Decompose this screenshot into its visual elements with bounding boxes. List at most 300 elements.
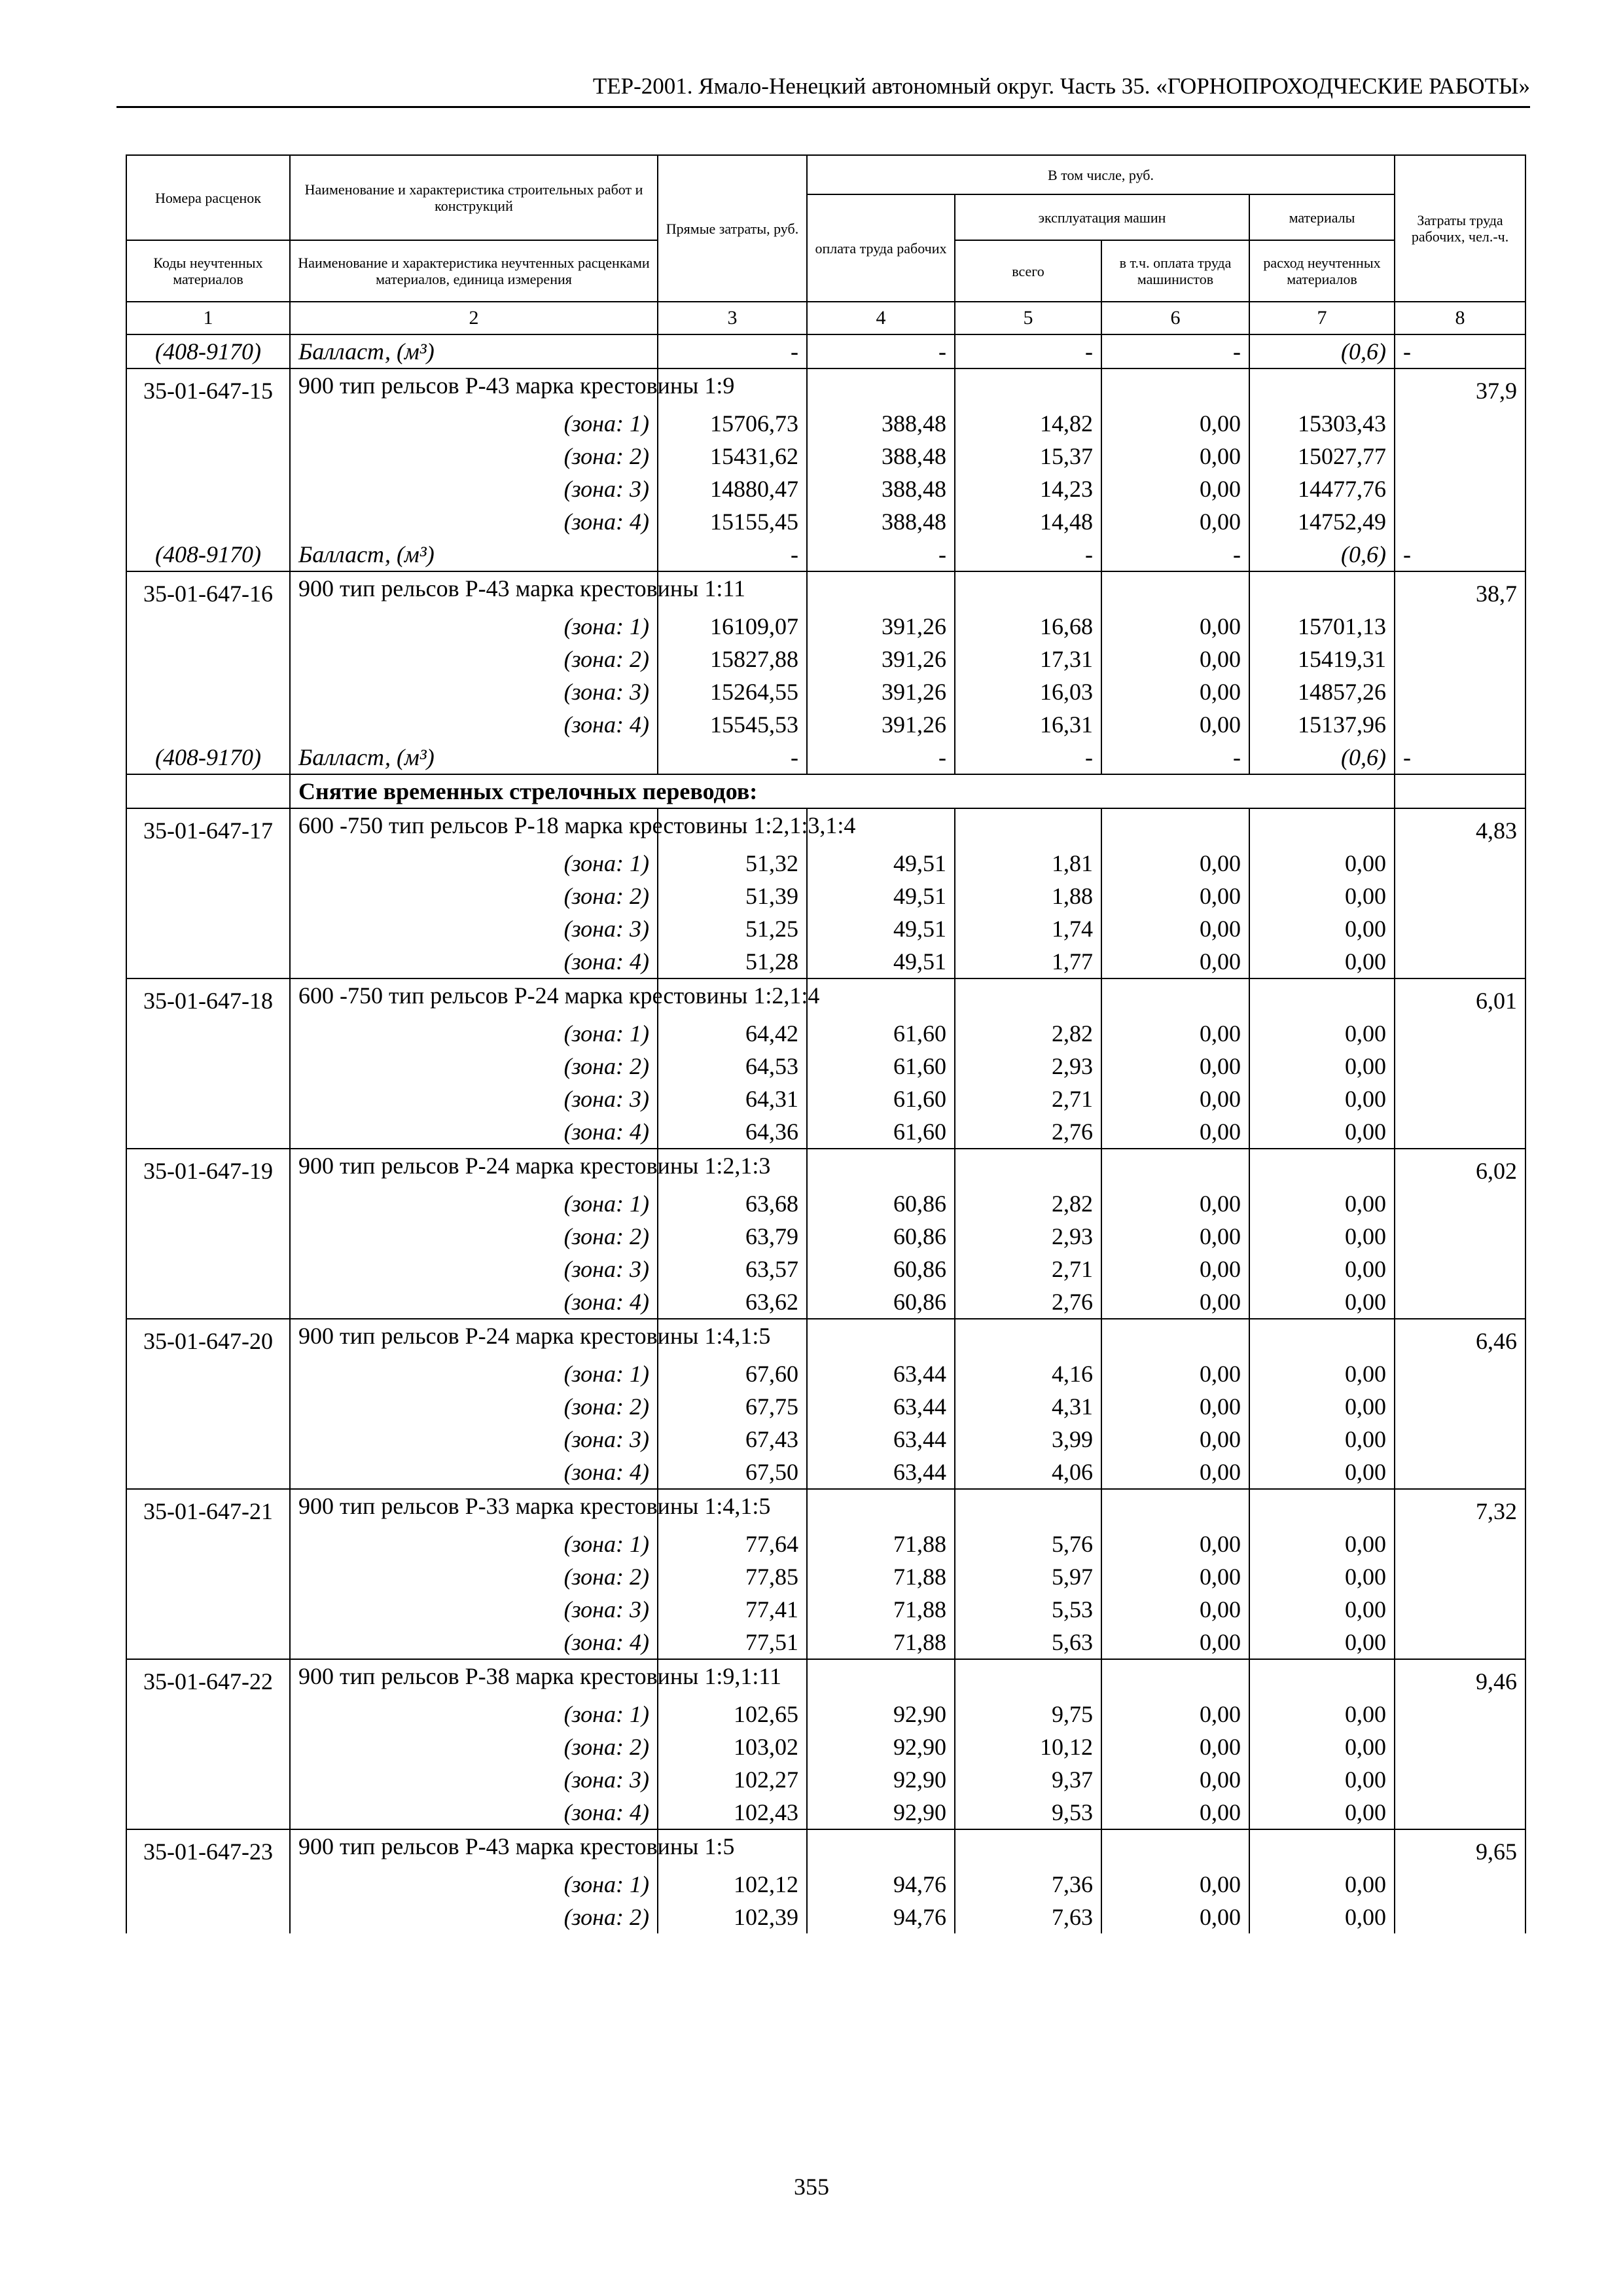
cell-labor: 6,02 [1395,1149,1525,1187]
cell-materials: 0,00 [1249,1187,1395,1220]
cell-empty [1395,1528,1525,1560]
cell-empty [955,1489,1101,1528]
cell-machines: 4,06 [955,1456,1101,1489]
cell-labor: 9,65 [1395,1829,1525,1868]
cell-direct: 67,43 [658,1423,807,1456]
cell-wages: 391,26 [807,643,955,675]
column-number: 4 [807,302,955,334]
cell-machines: 4,16 [955,1357,1101,1390]
cell-wages: 71,88 [807,1626,955,1659]
cell-materials: 0,00 [1249,1050,1395,1083]
cell-empty [1249,1659,1395,1698]
cell-machinist: - [1101,538,1249,571]
table-body [126,302,1525,1933]
ballast-row [126,741,1525,774]
rate-row [126,1319,1525,1357]
cell-materials: 14857,26 [1249,675,1395,708]
cell-empty [126,473,290,505]
material-name: Балласт, (м³) [290,538,658,571]
cell-materials: 15303,43 [1249,407,1395,440]
rate-row [126,978,1525,1017]
cell-direct: 77,41 [658,1593,807,1626]
cell-materials: 0,00 [1249,912,1395,945]
column-number: 8 [1395,302,1525,334]
cell-wages: 388,48 [807,440,955,473]
cell-empty [126,1698,290,1731]
rate-code: 35-01-647-23 [126,1829,290,1868]
header-work-name: Наименование и характеристика строительных работ и конструкций [290,155,658,240]
cell-machines: 1,77 [955,945,1101,978]
cell-empty [1101,571,1249,610]
cell-machines: 16,68 [955,610,1101,643]
cell-empty [1395,1868,1525,1901]
zone-label: (зона: 3) [290,1763,658,1796]
cell-machinist: 0,00 [1101,708,1249,741]
cell-empty [126,912,290,945]
cell-empty [1101,368,1249,407]
cell-direct: - [658,538,807,571]
cell-empty [955,571,1101,610]
zone-row [126,505,1525,538]
cell-materials: 0,00 [1249,1456,1395,1489]
cell-wages: 60,86 [807,1253,955,1285]
cell-machines: 2,76 [955,1285,1101,1319]
cell-empty [1249,571,1395,610]
cell-machines: - [955,334,1101,368]
zone-label: (зона: 1) [290,1528,658,1560]
zone-row [126,473,1525,505]
cell-machines: 1,88 [955,880,1101,912]
cell-machinist: 0,00 [1101,407,1249,440]
cell-direct: 64,42 [658,1017,807,1050]
column-number: 1 [126,302,290,334]
cell-wages: 391,26 [807,610,955,643]
cell-wages: 63,44 [807,1423,955,1456]
cell-wages: 63,44 [807,1357,955,1390]
cell-empty [126,407,290,440]
cell-empty [126,1796,290,1829]
cell-wages: 388,48 [807,473,955,505]
cell-empty [807,571,955,610]
cell-direct: 15545,53 [658,708,807,741]
cell-machinist: 0,00 [1101,473,1249,505]
cell-direct: 102,43 [658,1796,807,1829]
cell-empty [1101,808,1249,847]
cell-wages: 49,51 [807,945,955,978]
cell-empty [1395,407,1525,440]
zone-row [126,1901,1525,1933]
cell-wages: 60,86 [807,1285,955,1319]
cell-machinist: 0,00 [1101,1528,1249,1560]
cell-empty [126,774,290,808]
cell-machines: 2,82 [955,1187,1101,1220]
cell-empty [1395,912,1525,945]
cell-empty [126,610,290,643]
cell-wages: 391,26 [807,708,955,741]
zone-label: (зона: 1) [290,610,658,643]
cell-wages: 92,90 [807,1763,955,1796]
cell-materials: 0,00 [1249,945,1395,978]
cell-materials: 0,00 [1249,1560,1395,1593]
zone-label: (зона: 2) [290,1731,658,1763]
cell-materials: 0,00 [1249,1731,1395,1763]
header-group-including: В том числе, руб. [807,155,1395,194]
cell-labor: 37,9 [1395,368,1525,407]
cell-empty [1395,643,1525,675]
rate-code: 35-01-647-19 [126,1149,290,1187]
zone-label: (зона: 2) [290,643,658,675]
cell-empty [1395,1017,1525,1050]
cell-direct: 67,75 [658,1390,807,1423]
cell-wages: 391,26 [807,675,955,708]
zone-label: (зона: 4) [290,505,658,538]
cell-machines: 9,53 [955,1796,1101,1829]
cell-empty [1395,774,1525,808]
zone-label: (зона: 1) [290,1187,658,1220]
material-code: (408-9170) [126,334,290,368]
cell-direct: 15706,73 [658,407,807,440]
cell-machines: 15,37 [955,440,1101,473]
cell-empty [1395,610,1525,643]
cell-empty [126,1528,290,1560]
section-row [126,774,1525,808]
page-number: 355 [794,2174,829,2200]
cell-empty [126,1187,290,1220]
cell-materials: 0,00 [1249,1796,1395,1829]
cell-empty [1395,1390,1525,1423]
zone-label: (зона: 3) [290,1253,658,1285]
column-number: 2 [290,302,658,334]
cell-empty [1395,1220,1525,1253]
cell-wages: 49,51 [807,912,955,945]
cell-empty [126,1868,290,1901]
cell-machines: 2,82 [955,1017,1101,1050]
rate-name: 900 тип рельсов Р-43 марка крестовины 1:9 [290,368,658,407]
zone-label: (зона: 4) [290,1456,658,1489]
cell-materials: 0,00 [1249,1626,1395,1659]
zone-label: (зона: 3) [290,912,658,945]
cell-materials: 0,00 [1249,1698,1395,1731]
cell-empty [126,1423,290,1456]
zone-row [126,1626,1525,1659]
cell-materials: 0,00 [1249,1253,1395,1285]
cell-machinist: 0,00 [1101,1115,1249,1149]
cell-direct: 63,62 [658,1285,807,1319]
cell-wages: 61,60 [807,1050,955,1083]
zone-label: (зона: 4) [290,1285,658,1319]
cell-empty [126,1253,290,1285]
cell-direct: 63,57 [658,1253,807,1285]
zone-row [126,945,1525,978]
rate-row [126,1489,1525,1528]
cell-empty [126,1731,290,1763]
cell-machines: 2,93 [955,1220,1101,1253]
zone-row [126,1187,1525,1220]
cell-direct: 67,60 [658,1357,807,1390]
material-name: Балласт, (м³) [290,334,658,368]
rate-code: 35-01-647-18 [126,978,290,1017]
zone-label: (зона: 1) [290,847,658,880]
rate-code: 35-01-647-16 [126,571,290,610]
cell-machinist: 0,00 [1101,1593,1249,1626]
cell-empty [1395,945,1525,978]
cell-empty [126,505,290,538]
cell-empty [1101,1149,1249,1187]
header-group-machines: эксплуатация машин [955,194,1249,240]
cell-empty [807,1489,955,1528]
cell-empty [955,808,1101,847]
cell-empty [1395,440,1525,473]
cell-empty [1395,1050,1525,1083]
cell-machinist: 0,00 [1101,1187,1249,1220]
rate-name: 900 тип рельсов Р-24 марка крестовины 1:2,1:3 [290,1149,658,1187]
cell-direct: 63,79 [658,1220,807,1253]
zone-label: (зона: 4) [290,708,658,741]
section-title: Снятие временных стрелочных переводов: [290,774,1395,808]
cell-labor: 6,46 [1395,1319,1525,1357]
cell-wages: 92,90 [807,1796,955,1829]
cell-wages: 49,51 [807,880,955,912]
cell-materials: 15137,96 [1249,708,1395,741]
cell-empty [126,1456,290,1489]
cell-empty [1395,1285,1525,1319]
cell-machines: 2,71 [955,1253,1101,1285]
cell-machinist: 0,00 [1101,610,1249,643]
cell-direct: 77,51 [658,1626,807,1659]
cell-empty [126,1390,290,1423]
cell-machines: 10,12 [955,1731,1101,1763]
rate-name: 900 тип рельсов Р-33 марка крестовины 1:4,1:5 [290,1489,658,1528]
cell-direct: 51,32 [658,847,807,880]
cell-machinist: 0,00 [1101,1285,1249,1319]
cell-wages: 60,86 [807,1220,955,1253]
material-name: Балласт, (м³) [290,741,658,774]
header-group-materials: материалы [1249,194,1395,240]
zone-row [126,1593,1525,1626]
zone-row [126,1868,1525,1901]
header-rate-numbers: Номера расценок [126,155,290,240]
zone-label: (зона: 4) [290,1626,658,1659]
cell-materials: (0,6) [1249,741,1395,774]
cell-machines: 2,93 [955,1050,1101,1083]
zone-row [126,1698,1525,1731]
cell-empty [126,1626,290,1659]
rate-name: 900 тип рельсов Р-43 марка крестовины 1:11 [290,571,658,610]
zone-row [126,440,1525,473]
cell-empty [126,1560,290,1593]
zone-label: (зона: 1) [290,1017,658,1050]
rate-name: 900 тип рельсов Р-43 марка крестовины 1:5 [290,1829,658,1868]
cell-machinist: 0,00 [1101,847,1249,880]
cell-machinist: 0,00 [1101,1050,1249,1083]
zone-row [126,610,1525,643]
zone-label: (зона: 1) [290,1357,658,1390]
cell-wages: 71,88 [807,1528,955,1560]
table-header [126,155,1525,302]
rate-name: 900 тип рельсов Р-24 марка крестовины 1:4,1:5 [290,1319,658,1357]
cell-machinist: 0,00 [1101,1901,1249,1933]
cell-machinist: 0,00 [1101,912,1249,945]
cell-machines: 1,74 [955,912,1101,945]
cell-wages: 388,48 [807,505,955,538]
rate-code: 35-01-647-15 [126,368,290,407]
cell-machines: 16,03 [955,675,1101,708]
cell-machines: 17,31 [955,643,1101,675]
header-machines-total: всего [955,240,1101,302]
cell-empty [1249,1489,1395,1528]
zone-row [126,1560,1525,1593]
cell-empty [1395,473,1525,505]
column-number: 7 [1249,302,1395,334]
cell-labor: 9,46 [1395,1659,1525,1698]
cell-machinist: 0,00 [1101,505,1249,538]
cell-machines: 5,76 [955,1528,1101,1560]
cell-empty [807,1319,955,1357]
zone-row [126,1357,1525,1390]
cell-machines: 14,23 [955,473,1101,505]
cell-machinist: 0,00 [1101,675,1249,708]
cell-labor: 4,83 [1395,808,1525,847]
cell-empty [126,1220,290,1253]
cell-materials: 0,00 [1249,1423,1395,1456]
cell-empty [1249,978,1395,1017]
cell-machinist: 0,00 [1101,1626,1249,1659]
cell-empty [807,978,955,1017]
cell-materials: 15701,13 [1249,610,1395,643]
rate-name: 900 тип рельсов Р-38 марка крестовины 1:9,1:11 [290,1659,658,1698]
cell-materials: 0,00 [1249,1017,1395,1050]
cell-empty [1395,1423,1525,1456]
zone-label: (зона: 1) [290,1698,658,1731]
cell-direct: 77,64 [658,1528,807,1560]
cell-machinist: 0,00 [1101,1357,1249,1390]
zone-label: (зона: 2) [290,1220,658,1253]
cell-empty [1395,847,1525,880]
cell-direct: - [658,334,807,368]
cell-direct: - [658,741,807,774]
cell-machinist: 0,00 [1101,1390,1249,1423]
zone-label: (зона: 2) [290,1901,658,1933]
cell-machinist: 0,00 [1101,1083,1249,1115]
cell-materials: 0,00 [1249,1763,1395,1796]
zone-row [126,1423,1525,1456]
cell-empty [1395,1560,1525,1593]
header-wages: оплата труда рабочих [807,194,955,302]
cell-materials: 0,00 [1249,1390,1395,1423]
cell-materials: 0,00 [1249,1115,1395,1149]
cell-wages: 71,88 [807,1560,955,1593]
cell-machines: - [955,538,1101,571]
cell-direct: 64,53 [658,1050,807,1083]
zone-row [126,1796,1525,1829]
cell-direct: 102,39 [658,1901,807,1933]
cell-materials: 0,00 [1249,1901,1395,1933]
cell-direct: 102,12 [658,1868,807,1901]
cell-materials: 0,00 [1249,1593,1395,1626]
column-number: 6 [1101,302,1249,334]
cell-direct: 15827,88 [658,643,807,675]
cell-machinist: 0,00 [1101,880,1249,912]
cell-machinist: 0,00 [1101,1456,1249,1489]
rate-row [126,1659,1525,1698]
cell-empty [1395,1731,1525,1763]
cell-empty [1395,1593,1525,1626]
cell-empty [1395,1698,1525,1731]
zone-label: (зона: 3) [290,675,658,708]
rate-code: 35-01-647-22 [126,1659,290,1698]
cell-machines: 9,75 [955,1698,1101,1731]
cell-materials: 0,00 [1249,1357,1395,1390]
cell-machinist: 0,00 [1101,1763,1249,1796]
cell-empty [1395,708,1525,741]
zone-row [126,1528,1525,1560]
header-labor-costs: Затраты труда рабочих, чел.-ч. [1395,155,1525,302]
cell-machinist: 0,00 [1101,643,1249,675]
cell-wages: 61,60 [807,1017,955,1050]
cell-empty [1249,1319,1395,1357]
cell-labor: - [1395,334,1525,368]
cell-empty [955,1319,1101,1357]
cell-empty [1249,808,1395,847]
cell-materials: 0,00 [1249,1083,1395,1115]
cell-empty [1101,1489,1249,1528]
cell-labor: 38,7 [1395,571,1525,610]
zone-row [126,912,1525,945]
cell-machinist: - [1101,741,1249,774]
zone-row [126,643,1525,675]
cell-machinist: 0,00 [1101,1423,1249,1456]
running-header: ТЕР-2001. Ямало-Ненецкий автономный округ. Часть 35. «ГОРНОПРОХОДЧЕСКИЕ РАБОТЫ» [592,73,1530,99]
cell-direct: 51,39 [658,880,807,912]
cell-labor: 7,32 [1395,1489,1525,1528]
cell-machines: 7,63 [955,1901,1101,1933]
cell-materials: 15027,77 [1249,440,1395,473]
column-number: 5 [955,302,1101,334]
cell-wages: 71,88 [807,1593,955,1626]
cell-wages: 94,76 [807,1868,955,1901]
cell-empty [1395,1456,1525,1489]
cell-direct: 77,85 [658,1560,807,1593]
cell-empty [807,1829,955,1868]
zone-label: (зона: 4) [290,945,658,978]
zone-row [126,1285,1525,1319]
cell-wages: - [807,538,955,571]
cell-direct: 15431,62 [658,440,807,473]
cell-wages: 63,44 [807,1456,955,1489]
cell-machines: 2,76 [955,1115,1101,1149]
zone-label: (зона: 3) [290,1083,658,1115]
cell-empty [126,708,290,741]
cell-empty [1101,978,1249,1017]
zone-row [126,1731,1525,1763]
cell-materials: 0,00 [1249,1528,1395,1560]
cell-empty [1395,1796,1525,1829]
cell-empty [955,1149,1101,1187]
cell-machines: 16,31 [955,708,1101,741]
cell-empty [1249,1149,1395,1187]
zone-row [126,880,1525,912]
cell-wages: - [807,741,955,774]
cell-machinist: 0,00 [1101,1868,1249,1901]
cell-machines: 5,53 [955,1593,1101,1626]
cell-materials: 14752,49 [1249,505,1395,538]
cell-empty [126,440,290,473]
zone-label: (зона: 4) [290,1115,658,1149]
cell-machinist: 0,00 [1101,1017,1249,1050]
cell-machines: 5,97 [955,1560,1101,1593]
zone-row [126,1083,1525,1115]
cell-empty [126,1901,290,1933]
